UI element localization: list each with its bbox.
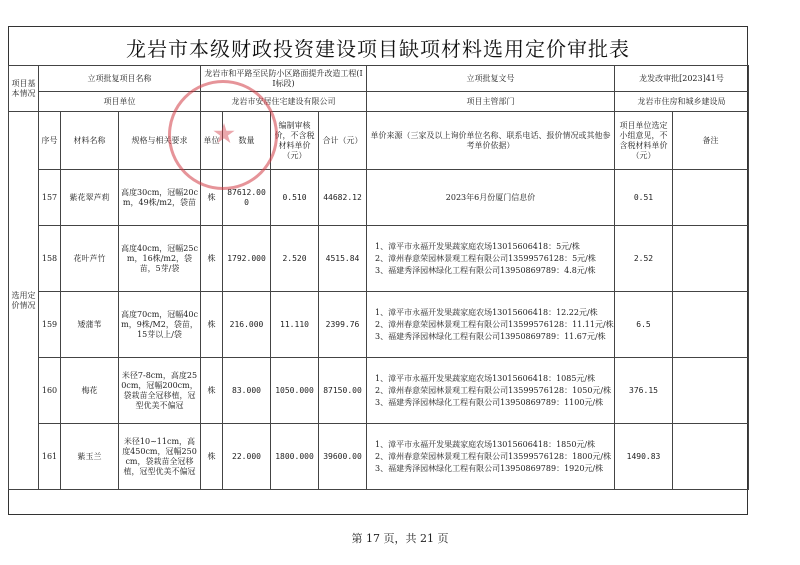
- approval-table: [8, 65, 749, 490]
- col-seq: 序号: [39, 112, 61, 170]
- row-source: [367, 292, 615, 358]
- col-unit: 单位: [201, 112, 223, 170]
- dept-value: 龙岩市住房和城乡建设局: [615, 92, 749, 112]
- source-line: 3、福建秀泽园林绿化工程有限公司13950869789：4.8元/株: [375, 265, 596, 275]
- col-remark: 备注: [673, 112, 749, 170]
- source-line: 1、漳平市永福开发果蔬家庭农场13015606418：1850元/株: [375, 439, 596, 449]
- table-row: [9, 292, 749, 358]
- row-spec: 高度40cm，冠幅25cm，16株/m2，袋苗，5芽/袋: [119, 226, 201, 292]
- row-unit: 株: [201, 358, 223, 424]
- table-row: [9, 170, 749, 226]
- approval-no-label: 立项批复文号: [367, 66, 615, 92]
- row-source: [367, 226, 615, 292]
- row-unit: 株: [201, 292, 223, 358]
- row-opinion: 1490.83: [615, 424, 673, 490]
- row-unit: 株: [201, 170, 223, 226]
- unit-label: 项目单位: [39, 92, 201, 112]
- row-qty: 22.000: [223, 424, 271, 490]
- row-opinion: 0.51: [615, 170, 673, 226]
- row-seq: 157: [39, 170, 61, 226]
- row-qty: 216.000: [223, 292, 271, 358]
- form-frame: [8, 26, 748, 515]
- row-seq: 160: [39, 358, 61, 424]
- form-title: 龙岩市本级财政投资建设项目缺项材料选用定价审批表: [126, 37, 630, 61]
- source-line: 3、福建秀泽园林绿化工程有限公司13950869789：11.67元/株: [375, 331, 606, 341]
- row-unit: 株: [201, 424, 223, 490]
- source-line: 1、漳平市永福开发果蔬家庭农场13015606418：12.22元/株: [375, 307, 598, 317]
- source-line: 1、漳平市永福开发果蔬家庭农场13015606418：1085元/株: [375, 373, 596, 383]
- pricing-section-label: 选用定价情况: [9, 112, 39, 490]
- row-price: 0.510: [271, 170, 319, 226]
- row-source: [367, 424, 615, 490]
- row-source: [367, 170, 615, 226]
- row-total: 4515.84: [319, 226, 367, 292]
- source-line: 2、漳州春意荣园林景观工程有限公司13599576128：1050元/株: [375, 385, 612, 395]
- row-name: 矮蒲苇: [61, 292, 119, 358]
- info-row-project: [9, 66, 749, 92]
- row-total: 2399.76: [319, 292, 367, 358]
- row-total: 39600.00: [319, 424, 367, 490]
- row-total: 44682.12: [319, 170, 367, 226]
- row-spec: 米径10~11cm，高度450cm，冠幅250cm，袋栽苗全冠移植，冠型优美不偏冠: [119, 424, 201, 490]
- source-line: 2、漳州春意荣园林景观工程有限公司13599576128：11.11元/株: [375, 319, 614, 329]
- row-spec: 高度30cm，冠幅20cm，49株/m2，袋苗: [119, 170, 201, 226]
- row-opinion: 6.5: [615, 292, 673, 358]
- row-opinion: 376.15: [615, 358, 673, 424]
- row-remark: [673, 170, 749, 226]
- unit-value: 龙岩市安居住宅建设有限公司: [201, 92, 367, 112]
- project-name-value: 龙岩市和平路至民防小区路面提升改造工程(II标段): [201, 66, 367, 92]
- row-name: 梅花: [61, 358, 119, 424]
- row-remark: [673, 424, 749, 490]
- row-price: 1800.000: [271, 424, 319, 490]
- row-name: 花叶芦竹: [61, 226, 119, 292]
- column-header-row: [9, 112, 749, 170]
- col-source: 单价来源（三家及以上询价单位名称、联系电话、报价情况或其他参考单价依据）: [367, 112, 615, 170]
- table-row: [9, 226, 749, 292]
- page-footer: 第 17 页，共 21 页: [351, 532, 449, 545]
- row-spec: 高度70cm，冠幅40cm，9株/M2，袋苗，15芽以上/袋: [119, 292, 201, 358]
- source-line: 2023年6月份厦门信息价: [445, 192, 536, 202]
- row-remark: [673, 292, 749, 358]
- info-section-label: 项目基本情况: [9, 66, 39, 112]
- row-name: 紫花翠芦莉: [61, 170, 119, 226]
- dept-label: 项目主管部门: [367, 92, 615, 112]
- row-seq: 161: [39, 424, 61, 490]
- row-qty: 1792.000: [223, 226, 271, 292]
- row-seq: 158: [39, 226, 61, 292]
- source-line: 3、福建秀泽园林绿化工程有限公司13950869789：1920元/株: [375, 463, 604, 473]
- row-seq: 159: [39, 292, 61, 358]
- source-line: 2、漳州春意荣园林景观工程有限公司13599576128：5元/株: [375, 253, 596, 263]
- row-qty: 87612.000: [223, 170, 271, 226]
- col-price: 编制审核价，不含税材料单价（元）: [271, 112, 319, 170]
- source-line: 3、福建秀泽园林绿化工程有限公司13950869789：1100元/株: [375, 397, 604, 407]
- col-opinion: 项目单位选定小组意见，不含税材料单价（元）: [615, 112, 673, 170]
- row-unit: 株: [201, 226, 223, 292]
- row-price: 11.110: [271, 292, 319, 358]
- row-total: 87150.00: [319, 358, 367, 424]
- row-price: 1050.000: [271, 358, 319, 424]
- table-row: [9, 424, 749, 490]
- official-seal-stamp: [168, 80, 278, 190]
- row-source: [367, 358, 615, 424]
- col-spec: 规格与相关要求: [119, 112, 201, 170]
- project-name-label: 立项批复项目名称: [39, 66, 201, 92]
- source-line: 2、漳州春意荣园林景观工程有限公司13599576128：1800元/株: [375, 451, 612, 461]
- row-qty: 83.000: [223, 358, 271, 424]
- row-remark: [673, 226, 749, 292]
- row-remark: [673, 358, 749, 424]
- table-row: [9, 358, 749, 424]
- row-price: 2.520: [271, 226, 319, 292]
- row-opinion: 2.52: [615, 226, 673, 292]
- approval-no-value: 龙发改审批[2023]41号: [615, 66, 749, 92]
- source-line: 1、漳平市永福开发果蔬家庭农场13015606418：5元/株: [375, 241, 580, 251]
- col-name: 材料名称: [61, 112, 119, 170]
- info-row-unit: [9, 92, 749, 112]
- col-qty: 数量: [223, 112, 271, 170]
- row-spec: 米径7-8cm，高度250cm，冠幅200cm，袋栽苗全冠移植，冠型优美不偏冠: [119, 358, 201, 424]
- row-name: 紫玉兰: [61, 424, 119, 490]
- col-total: 合计（元）: [319, 112, 367, 170]
